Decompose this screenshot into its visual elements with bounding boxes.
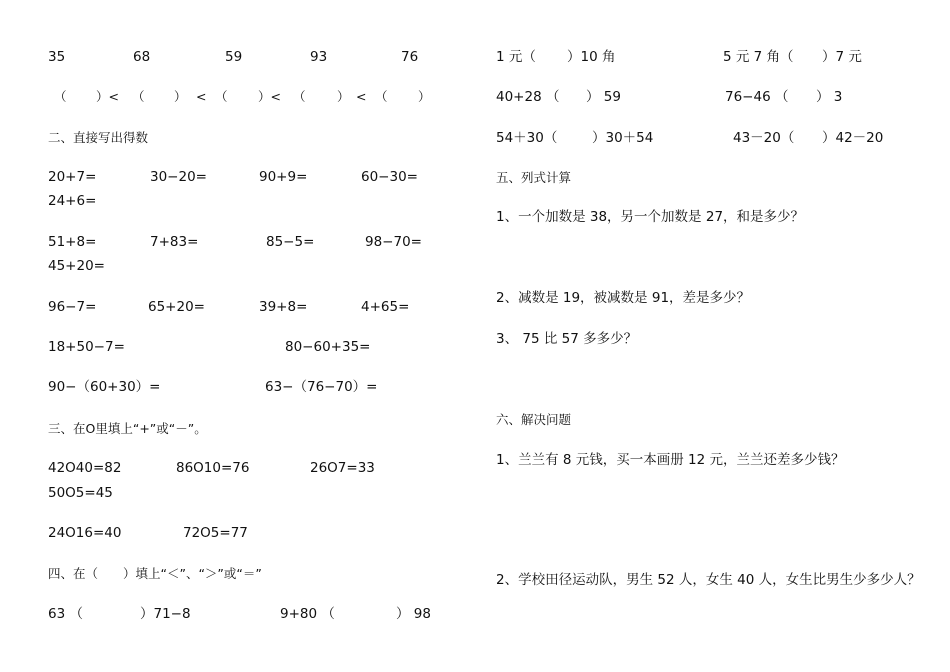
question-5-1: 1、一个加数是 38，另一个加数是 27，和是多少？ xyxy=(496,209,805,225)
question-5-3: 3、 75 比 57 多多少？ xyxy=(496,331,638,347)
equation: 86O10=76 xyxy=(176,460,250,476)
equation: 98−70= xyxy=(365,234,422,250)
section-5-title: 五、列式计算 xyxy=(496,170,572,185)
less-than-sign: < xyxy=(356,89,367,104)
equation: 7+83= xyxy=(150,234,199,250)
blank-close: ） xyxy=(337,89,350,104)
number-3: 59 xyxy=(225,49,243,65)
blank-open: （ xyxy=(293,89,306,104)
section-2-title: 二、直接写出得数 xyxy=(48,130,149,145)
compare-item: ）71−8 xyxy=(140,606,191,622)
equation: 63−（76−70）= xyxy=(265,379,378,395)
compare-item: ）42－20 xyxy=(822,130,884,146)
compare-item: ） 3 xyxy=(816,89,843,105)
compare-item: 9+80 （ xyxy=(280,606,335,622)
blank-open: （ xyxy=(215,89,228,104)
blank-close: ） xyxy=(418,89,431,104)
compare-item: ）7 元 xyxy=(822,49,862,65)
equation: 51+8= xyxy=(48,234,97,250)
compare-item: 43－20（ xyxy=(733,130,795,146)
equation: 80−60+35= xyxy=(285,339,371,355)
equation: 50O5=45 xyxy=(48,485,113,501)
compare-item: ） 59 xyxy=(586,89,621,105)
equation: 90+9= xyxy=(259,169,308,185)
equation: 85−5= xyxy=(266,234,315,250)
section-6-title: 六、解决问题 xyxy=(496,412,572,427)
equation: 72O5=77 xyxy=(183,525,248,541)
question-5-2: 2、减数是 19，被减数是 91，差是多少？ xyxy=(496,290,751,306)
number-5: 76 xyxy=(401,49,419,65)
number-1: 35 xyxy=(48,49,66,65)
equation: 26O7=33 xyxy=(310,460,375,476)
question-6-2: 2、学校田径运动队，男生 52 人，女生 40 人，女生比男生少多少人？ xyxy=(496,572,921,588)
compare-item: 54＋30（ xyxy=(496,130,558,146)
blank-close: ） xyxy=(174,89,187,104)
equation: 90−（60+30）= xyxy=(48,379,161,395)
blank-open: （ xyxy=(375,89,388,104)
compare-item: 40+28 （ xyxy=(496,89,560,105)
number-4: 93 xyxy=(310,49,328,65)
number-2: 68 xyxy=(133,49,151,65)
equation: 4+65= xyxy=(361,299,410,315)
blank-open: （ xyxy=(54,89,67,104)
less-than-sign: < xyxy=(196,89,207,104)
equation: 65+20= xyxy=(148,299,205,315)
equation: 39+8= xyxy=(259,299,308,315)
compare-item: ） 98 xyxy=(396,606,431,622)
equation: 45+20= xyxy=(48,258,105,274)
compare-item: ）10 角 xyxy=(567,49,616,65)
section-3-title: 三、在O里填上“+”或“－”。 xyxy=(48,421,207,436)
equation: 18+50−7= xyxy=(48,339,125,355)
blank-close-lt: ）< xyxy=(258,89,281,104)
compare-item: 1 元（ xyxy=(496,49,536,65)
compare-item: ）30＋54 xyxy=(592,130,654,146)
equation: 96−7= xyxy=(48,299,97,315)
blank-open: （ xyxy=(132,89,145,104)
equation: 24O16=40 xyxy=(48,525,122,541)
equation: 20+7= xyxy=(48,169,97,185)
equation: 60−30= xyxy=(361,169,418,185)
compare-item: 5 元 7 角（ xyxy=(723,49,794,65)
equation: 42O40=82 xyxy=(48,460,122,476)
question-6-1: 1、兰兰有 8 元钱，买一本画册 12 元，兰兰还差多少钱？ xyxy=(496,452,845,468)
equation: 30−20= xyxy=(150,169,207,185)
compare-item: 63 （ xyxy=(48,606,83,622)
compare-item: 76−46 （ xyxy=(725,89,789,105)
blank-close-lt: ）< xyxy=(96,89,119,104)
equation: 24+6= xyxy=(48,193,97,209)
section-4-title: 四、在（ ）填上“＜”、“＞”或“＝” xyxy=(48,566,262,581)
